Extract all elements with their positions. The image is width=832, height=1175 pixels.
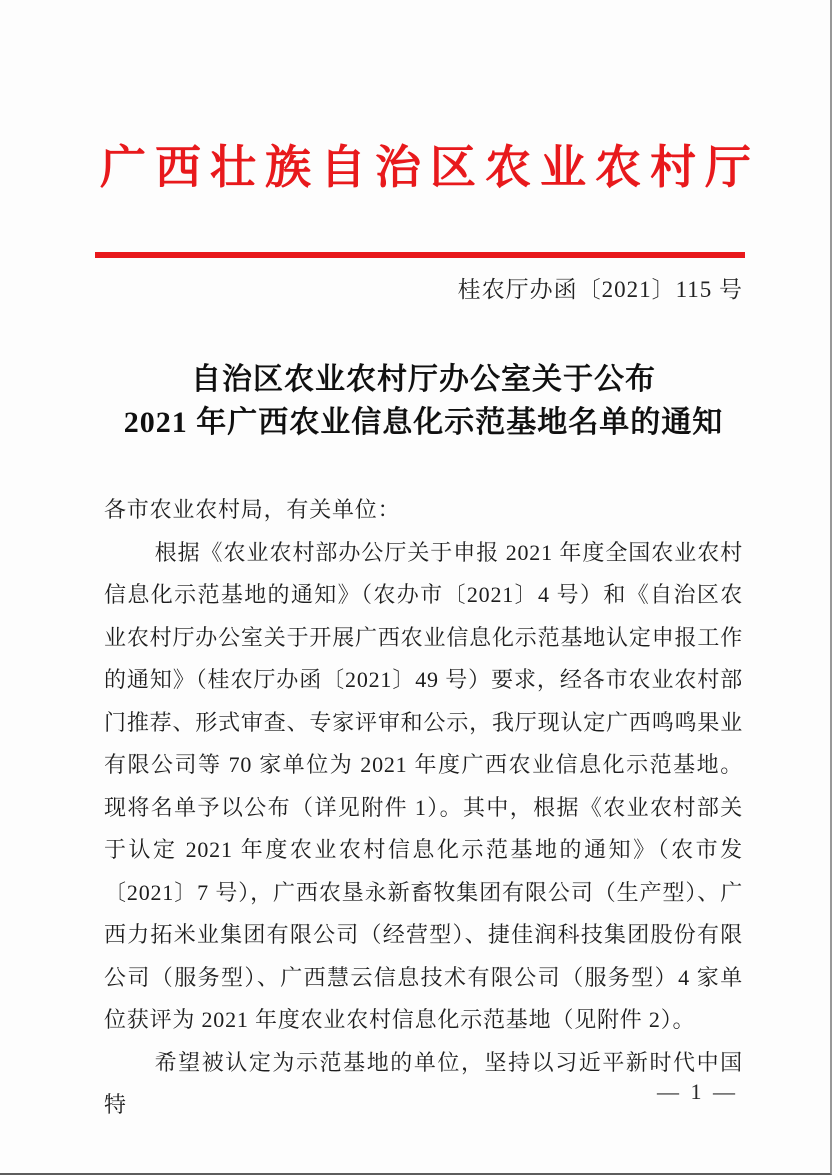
letterhead-agency-name: 广西壮族自治区农业农村厅 [100,142,760,193]
document-reference-number: 桂农厅办函〔2021〕115 号 [457,277,743,302]
notice-title-line2: 2021 年广西农业信息化示范基地名单的通知 [123,406,724,439]
notice-title-line1: 自治区农业农村厅办公室关于公布 [191,363,656,396]
notice-title [104,358,743,444]
page-number: — 1 — [657,1079,738,1104]
letterhead-red-divider [95,252,745,258]
salutation: 各市农业农村局，有关单位： [104,497,401,522]
body-paragraph-1: 根据《农业农村部办公厅关于申报 2021 年度全国农业农村信息化示范基地的通知》（农办市〔2021〕4 号）和《自治区农业农村厅办公室关于开展广西农业信息化示范基地认定申报工作的通知》（桂农厅办函〔2021〕49 号）要求，经各市农业农村部门推荐、形式审查、专家评审和公示，我厅现认定广西鸣鸣果业有限公司等 70 家单位为 2021 年度广西农业信息化示范基地。现将名单予以公布（详见附件 1）。其中，根据《农业农村部关于认定 2021 年度农业农村信息化示范基地的通知》（农市发〔2021〕7 号），广西农垦永新畜牧集团有限公司（生产型）、广西力拓米业集团有限公司（经营型）、捷佳润科技集团股份有限公司（服务型）、广西慧云信息技术有限公司（服务型）4 家单位获评为 2021 年度农业农村信息化示范基地（见附件 2）。 [104,539,743,1032]
body-paragraph-2: 希望被认定为示范基地的单位，坚持以习近平新时代中国特 [104,1049,743,1117]
